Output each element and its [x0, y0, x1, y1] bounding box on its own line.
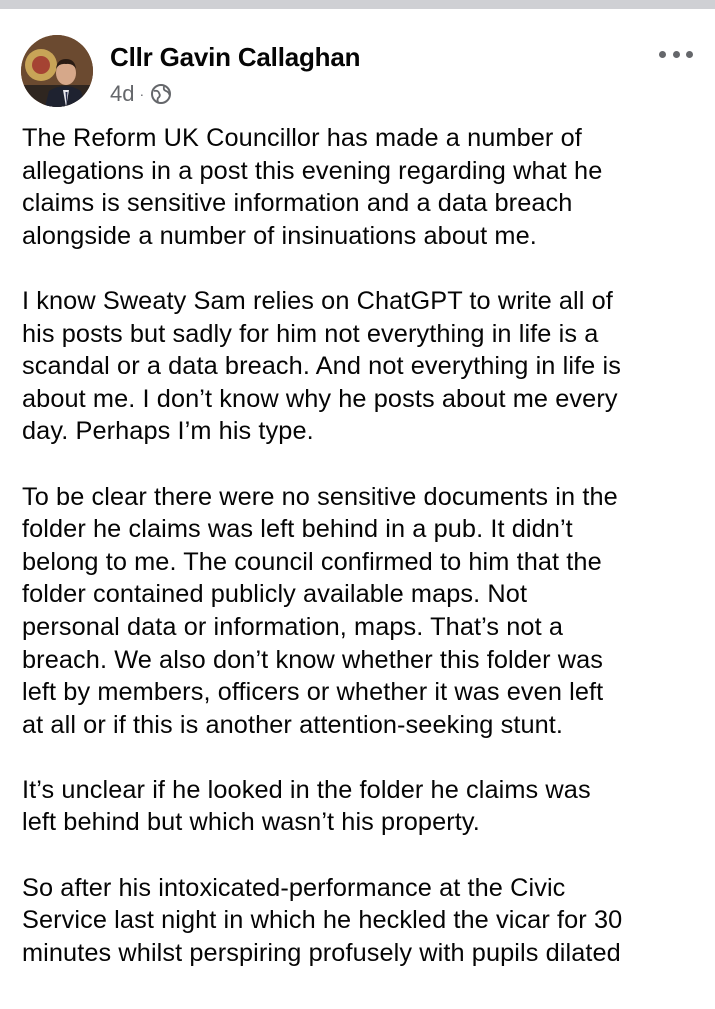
cropped-bottom-edge: [0, 976, 715, 1009]
globe-icon: [150, 83, 172, 105]
post-paragraph: [22, 285, 702, 448]
post-meta: [110, 81, 172, 107]
facebook-post: [0, 9, 715, 1000]
post-text-line: folder he claims was left behind in a pub. It didn’t: [22, 515, 573, 544]
post-text-line: day. Perhaps I’m his type.: [22, 417, 314, 446]
avatar[interactable]: [21, 35, 93, 107]
post-body: [22, 122, 702, 1002]
post-text-line: claims is sensitive information and a data breach: [22, 189, 573, 218]
post-text-line: minutes whilst perspiring profusely with pupils dilated: [22, 938, 621, 967]
post-text-line: alongside a number of insinuations about me.: [22, 221, 537, 250]
post-text-line: about me. I don’t know why he posts about me every: [22, 384, 618, 413]
post-text-line: So after his intoxicated-performance at the Civic: [22, 873, 566, 902]
post-text-line: scandal or a data breach. And not everything in life is: [22, 352, 621, 381]
post-text-line: Service last night in which he heckled the vicar for 30: [22, 906, 623, 935]
post-text-line: folder contained publicly available maps. Not: [22, 580, 528, 609]
post-age[interactable]: 4d: [110, 81, 135, 106]
avatar-image: [21, 35, 93, 107]
post-text-line: belong to me. The council confirmed to him that the: [22, 547, 602, 576]
post-text-line: I know Sweaty Sam relies on ChatGPT to write all of: [22, 286, 613, 315]
post-paragraph: [22, 774, 702, 839]
top-divider: [0, 0, 715, 9]
post-text-line: left by members, officers or whether it was even left: [22, 678, 604, 707]
post-text-line: personal data or information, maps. That’s not a: [22, 612, 564, 641]
post-paragraph: [22, 872, 702, 970]
post-text-line: To be clear there were no sensitive documents in the: [22, 482, 618, 511]
post-text-line: The Reform UK Councillor has made a number of: [22, 124, 582, 152]
author-name[interactable]: Cllr Gavin Callaghan: [110, 42, 361, 72]
post-text-line: left behind but which wasn’t his property.: [22, 808, 480, 837]
post-paragraph: [22, 481, 702, 742]
post-text-line: his posts but sadly for him not everything in life is a: [22, 319, 599, 348]
post-text-line: allegations in a post this evening regarding what he: [22, 156, 603, 185]
post-paragraph: [22, 122, 702, 252]
more-options-icon[interactable]: [659, 47, 693, 61]
post-text-line: It’s unclear if he looked in the folder he claims was: [22, 775, 591, 804]
post-text-line: at all or if this is another attention-seeking stunt.: [22, 710, 564, 739]
meta-separator: ·: [139, 86, 145, 102]
post-text-line: breach. We also don’t know whether this folder was: [22, 645, 604, 674]
